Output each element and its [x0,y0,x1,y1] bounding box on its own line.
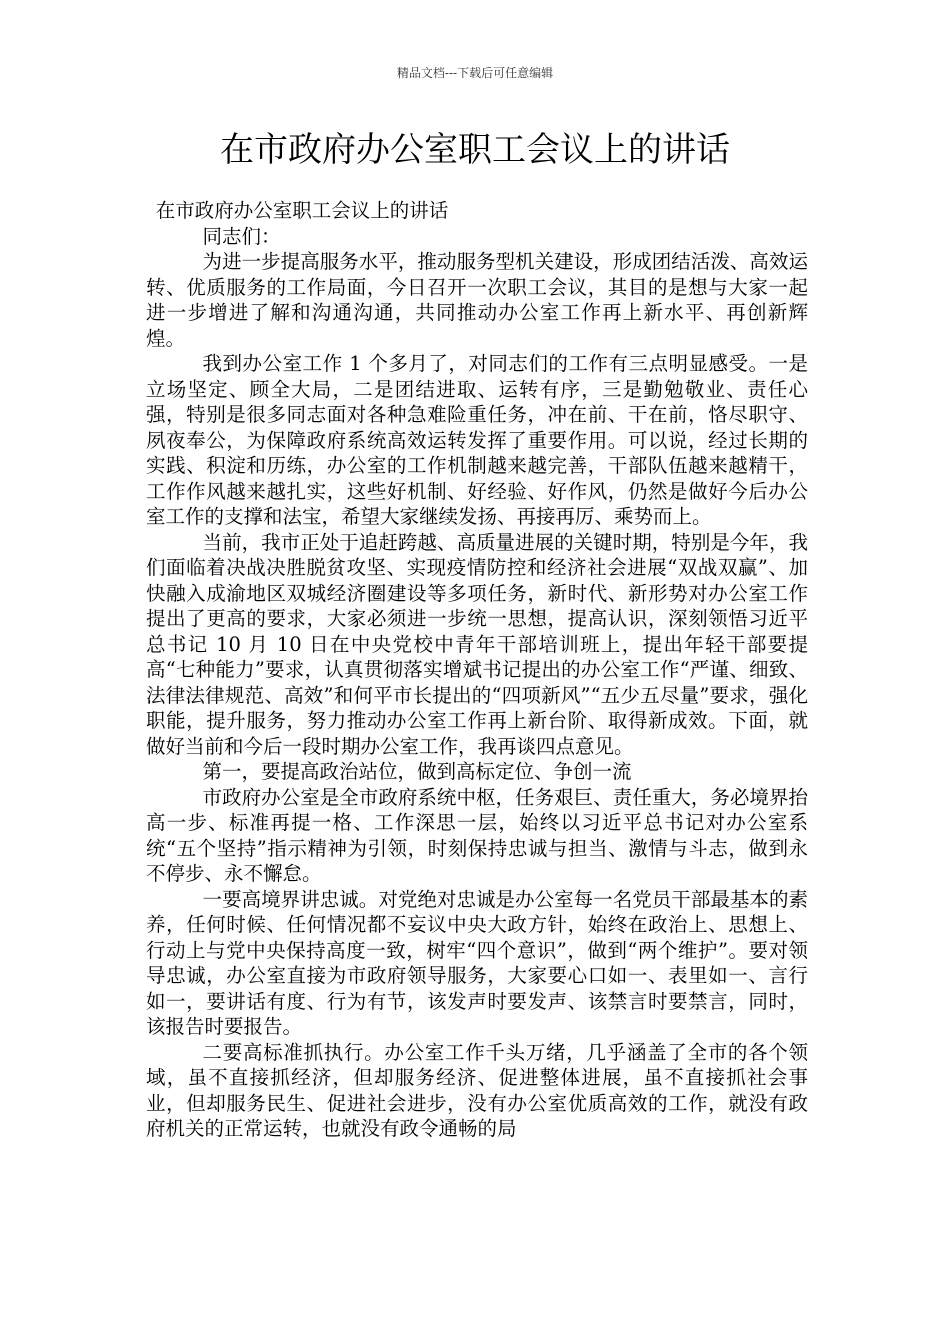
paragraph-execution: 二要高标准抓执行。办公室工作千头万绪，几乎涵盖了全市的各个领域，虽不直接抓经济，但却服务经济、促进整体进展，虽不直接抓社会事业，但却服务民生、促进社会进步，没有办公室优质高效的工作，就没有政府机关的正常运转，也就没有政令通畅的局 [146,1040,808,1140]
paragraph-loyalty: 一要高境界讲忠诚。对党绝对忠诚是办公室每一名党员干部最基本的素养，任何时候、任何情况都不妄议中央大政方针，始终在政治上、思想上、行动上与党中央保持高度一致，树牢“四个意识”，做到“两个维护”。要对领导忠诚，办公室直接为市政府领导服务，大家要心口如一、表里如一、言行如一，要讲话有度、行为有节，该发声时要发声、该禁言时要禁言，同时，该报告时要报告。 [146,887,808,1038]
document-subtitle: 在市政府办公室职工会议上的讲话 [155,199,449,222]
greeting: 同志们： [202,224,281,248]
document-title: 在市政府办公室职工会议上的讲话 [220,130,730,170]
paragraph-intro: 为进一步提高服务水平，推动服务型机关建设，形成团结活泼、高效运转、优质服务的工作局面，今日召开一次职工会议，其目的是想与大家一起进一步增进了解和沟通沟通，共同推动办公室工作再上新水平、再创新辉煌。 [146,250,808,350]
paragraph-office-role: 市政府办公室是全市政府系统中枢，任务艰巨、责任重大，务必境界抬高一步、标准再提一格、工作深思一层，始终以习近平总书记对办公室系统“五个坚持”指示精神为引领，时刻保持忠诚与担当、激情与斗志，做到永不停步、永不懈怠。 [146,785,808,885]
document-body [146,198,808,1142]
paragraph-impressions: 我到办公室工作 1 个多月了，对同志们的工作有三点明显感受。一是立场坚定、顾全大局，二是团结进取、运转有序，三是勤勉敬业、责任心强，特别是很多同志面对各种急难险重任务，冲在前、干在前，恪尽职守、夙夜奉公，为保障政府系统高效运转发挥了重要作用。可以说，经过长期的实践、积淀和历练，办公室的工作机制越来越完善，干部队伍越来越精干，工作作风越来越扎实，这些好机制、好经验、好作风，仍然是做好今后办公室工作的支撑和法宝，希望大家继续发扬、再接再厉、乘势而上。 [146,352,808,528]
page-header: 精品文档---下载后可任意编辑 [396,66,554,80]
paragraph-current-situation: 当前，我市正处于追赶跨越、高质量进展的关键时期，特别是今年，我们面临着决战决胜脱贫攻坚、实现疫情防控和经济社会进展“双战双赢”、加快融入成渝地区双城经济圈建设等多项任务，新时代、新形势对办公室工作提出了更高的要求，大家必须进一步统一思想，提高认识，深刻领悟习近平总书记 10 月 10 日在中央党校中青年干部培训班上，提出年轻干部要提高“七种能力”要求，认真贯彻落实增斌书记提出的办公室工作“严谨、细致、法律法律规范、高效”和何平市长提出的“四项新风”“五少五尽量”要求，强化职能，提升服务，努力推动办公室工作再上新台阶、取得新成效。下面，就做好当前和今后一段时期办公室工作，我再谈四点意见。 [146,530,808,758]
section-heading-first: 第一，要提高政治站位，做到高标定位、争创一流 [202,760,632,783]
